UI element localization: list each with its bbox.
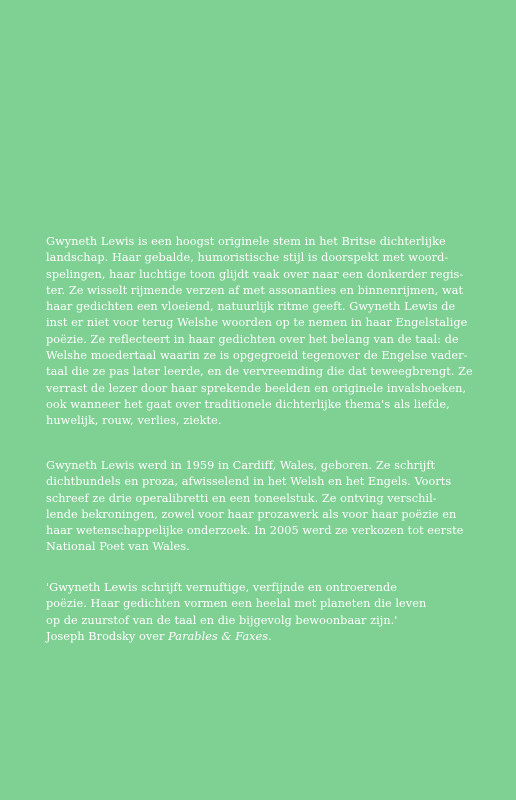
quote-line: poëzie. Haar gedichten vormen een heelal met planeten die leven bbox=[46, 597, 427, 611]
quote-line: op de zuurstof van de taal en die bijgevolg bewoonbaar zijn.' bbox=[46, 613, 398, 627]
text-line: ook wanneer het gaat over traditionele dichterlijke thema's als liefde, bbox=[46, 397, 450, 411]
text-line: spelingen, haar luchtige toon glijdt vaak over naar een donkerder regis- bbox=[46, 267, 464, 281]
text-line: schreef ze drie operalibretti en een toneelstuk. Ze ontving verschil- bbox=[46, 491, 437, 505]
text-line: taal die ze pas later leerde, en de vervreemding die dat teweegbrengt. Ze bbox=[46, 365, 473, 379]
bio-paragraph-1 bbox=[46, 234, 478, 430]
attribution-book-title: Parables & Faxes. bbox=[168, 629, 272, 643]
text-line: ter. Ze wisselt rijmende verzen af met assonanties en binnenrijmen, wat bbox=[46, 283, 464, 297]
text-line: Welshe moedertaal waarin ze is opgegroeid tegenover de Engelse vader- bbox=[46, 349, 468, 363]
text-line: huwelijk, rouw, verlies, ziekte. bbox=[46, 414, 222, 428]
text-line: Gwyneth Lewis werd in 1959 in Cardiff, Wales, geboren. Ze schrijft bbox=[46, 459, 436, 472]
bio-paragraph-2 bbox=[46, 458, 478, 556]
text-line: haar gedichten een vloeiend, natuurlijk ritme geeft. Gwyneth Lewis de bbox=[46, 300, 456, 314]
text-line: lende bekroningen, zowel voor haar prozawerk als voor haar poëzie en bbox=[46, 507, 457, 521]
text-line: National Poet van Wales. bbox=[46, 540, 190, 554]
text-line: landschap. Haar gebalde, humoristische stijl is doorspekt met woord- bbox=[46, 251, 449, 265]
text-line: haar wetenschappelijke onderzoek. In 2005 werd ze verkozen tot eerste bbox=[46, 524, 464, 538]
text-line: dichtbundels en proza, afwisselend in het Welsh en het Engels. Voorts bbox=[46, 475, 452, 489]
quote-attribution bbox=[46, 629, 478, 645]
quote-line: 'Gwyneth Lewis schrijft vernuftige, verfijnde en ontroerende bbox=[46, 581, 397, 594]
text-line: poëzie. Ze reflecteert in haar gedichten over het belang van de taal: de bbox=[46, 332, 459, 346]
quote-block bbox=[46, 580, 478, 645]
text-line: verrast de lezer door haar sprekende beelden en originele invalshoeken, bbox=[46, 381, 467, 395]
attribution-author: Joseph Brodsky over bbox=[46, 629, 165, 643]
text-line: Gwyneth Lewis is een hoogst originele stem in het Britse dichterlijke bbox=[46, 235, 446, 248]
text-line: inst er niet voor terug Welshe woorden op te nemen in haar Engelstalige bbox=[46, 316, 468, 330]
